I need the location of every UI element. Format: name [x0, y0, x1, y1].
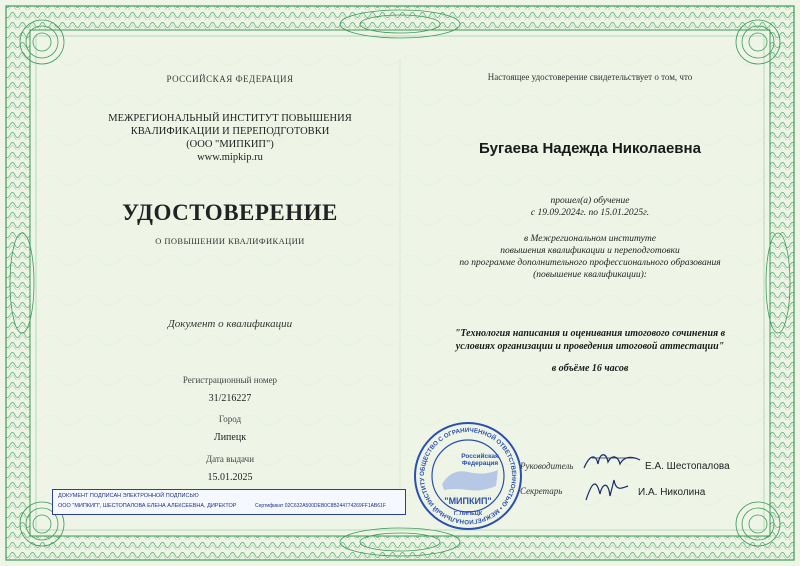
document-subtitle: О ПОВЫШЕНИИ КВАЛИФИКАЦИИ — [155, 236, 305, 246]
secretary-name: И.А. Николина — [638, 487, 706, 498]
esig-line-2: ООО "МИПКИП", ШЕСТОПАЛОВА ЕЛЕНА АЛЕКСЕЕВНА, ДИРЕКТОР — [58, 503, 237, 509]
course-title — [420, 327, 760, 353]
document-title: УДОСТОВЕРЕНИЕ — [122, 200, 338, 225]
document-kind: Документ о квалификации — [167, 318, 293, 330]
head-role: Руководитель — [520, 461, 574, 471]
map-shape — [442, 470, 498, 491]
institute-name — [80, 112, 380, 164]
issue-date-value: 15.01.2025 — [207, 472, 253, 483]
seal-ring-text: ОБЩЕСТВО С ОГРАНИЧЕННОЙ ОТВЕТСТВЕННОСТЬЮ • МЕЖРЕГИОНАЛЬНЫЙ ИНСТИТУ — [418, 426, 518, 526]
training-line-1: прошел(а) обучение — [550, 196, 630, 206]
intro-text: Настоящее удостоверение свидетельствует о том, что — [487, 72, 693, 82]
secretary-signature-icon — [582, 474, 632, 506]
country-label: РОССИЙСКАЯ ФЕДЕРАЦИЯ — [166, 74, 294, 84]
head-name: Е.А. Шестопалова — [645, 461, 730, 472]
city-value: Липецк — [213, 432, 247, 443]
registration-number: 31/216227 — [208, 393, 252, 404]
institute-line-3: (ООО "МИПКИП") — [186, 139, 274, 150]
esig-line-1: ДОКУМЕНТ ПОДПИСАН ЭЛЕКТРОННОЙ ПОДПИСЬЮ — [58, 493, 199, 499]
institution-program — [420, 233, 760, 281]
electronic-signature-stamp — [52, 489, 406, 515]
course-hours: в объёме 16 часов — [551, 363, 629, 374]
inst-line-1: в Межрегиональном институте — [524, 234, 656, 244]
inst-line-3: по программе дополнительного профессионального образования — [459, 258, 721, 268]
seal-city: Г. ЛИПЕЦК — [453, 511, 483, 517]
recipient-name: Бугаева Надежда Николаевна — [479, 140, 701, 157]
esig-certificate: Сертификат 02C632A500DEB0C8B244774269FF1AB61F — [255, 503, 386, 509]
training-line-2: с 19.09.2024г. по 15.01.2025г. — [530, 208, 650, 218]
institute-line-1: МЕЖРЕГИОНАЛЬНЫЙ ИНСТИТУТ ПОВЫШЕНИЯ — [108, 113, 352, 124]
seal-center-line-2: Федерация — [461, 460, 499, 467]
registration-label: Регистрационный номер — [182, 375, 278, 385]
city-label: Город — [218, 414, 242, 424]
course-line-1: "Технология написания и оценивания итогового сочинения в — [454, 328, 726, 339]
head-signature-icon — [582, 448, 642, 476]
institute-line-2: КВАЛИФИКАЦИИ И ПЕРЕПОДГОТОВКИ — [130, 126, 330, 137]
issue-date-label: Дата выдачи — [205, 454, 255, 464]
seal-center-name: "МИПКИП" — [444, 496, 492, 506]
secretary-role: Секретарь — [520, 486, 563, 496]
training-period — [420, 195, 760, 219]
inst-line-2: повышения квалификации и переподготовки — [500, 246, 680, 256]
official-seal — [412, 420, 524, 532]
seal-center-line-1: Российская — [461, 453, 499, 460]
course-line-2: условиях организации и проведения итоговой аттестации" — [455, 341, 725, 352]
inst-line-4: (повышение квалификации): — [533, 270, 647, 280]
institute-website: www.mipkip.ru — [197, 152, 263, 163]
